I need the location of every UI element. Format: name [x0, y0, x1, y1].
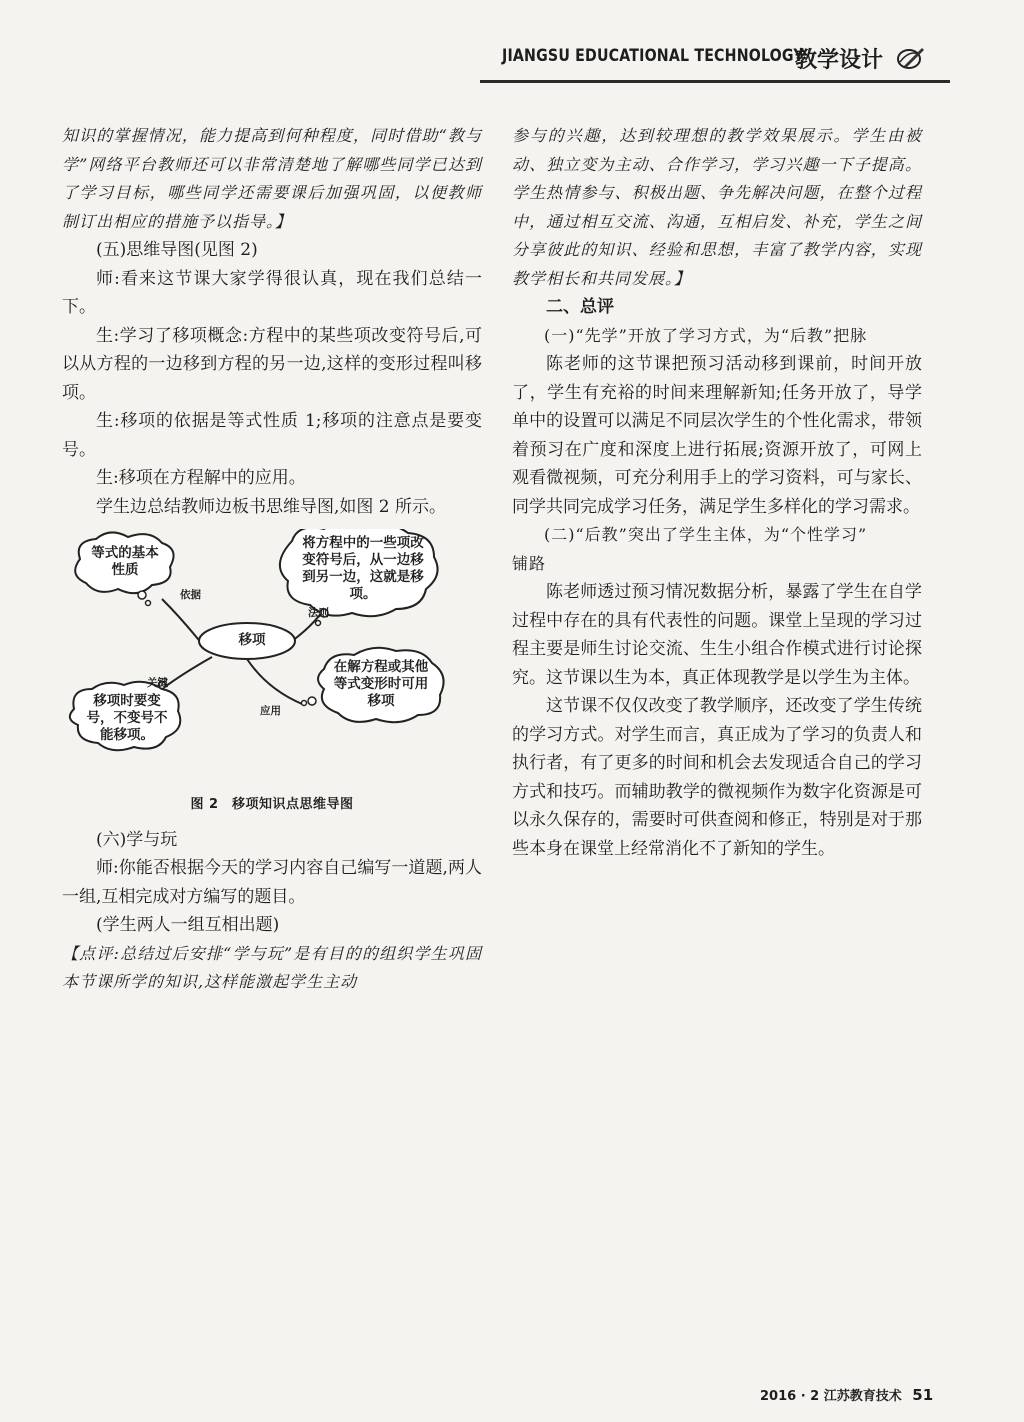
comment-paragraph: 【点评:总结过后安排“学与玩”是有目的的组织学生巩固本节课所学的知识,这样能激起学生主动	[62, 943, 482, 991]
section-heading-summary: 二、总评	[546, 297, 614, 317]
paragraph: 生:学习了移项概念:方程中的某些项改变符号后,可以从方程的一边移到方程的另一边,这样的变形过程叫移项。	[62, 325, 482, 403]
right-column	[512, 122, 922, 863]
page-number: 51	[912, 1386, 934, 1404]
node-4-text: 移项时要变号，不变号不能移项。	[86, 693, 168, 743]
label-application: 应用	[260, 705, 281, 717]
paragraph: 师:你能否根据今天的学习内容自己编写一道题,两人一组,互相完成对方编写的题目。	[62, 858, 482, 907]
globe-pen-icon	[895, 44, 925, 70]
section-heading-6: (六)学与玩	[96, 829, 178, 850]
mind-map-figure: 移项 等式的基本性质 将方程中的一些项改变符号后，从一边移到另一边，这就是移项。 在解方程或其他等式变形时可用移项 移项时要变号，不变号不能移项。 依据 法则 应用 关键	[62, 529, 482, 789]
node-1-text: 等式的基本性质	[91, 545, 159, 578]
running-header	[480, 40, 950, 83]
paragraph: 学生边总结教师边板书思维导图,如图 2 所示。	[96, 496, 447, 517]
label-basis: 依据	[180, 589, 201, 601]
figure-caption: 图 2 移项知识点思维导图	[190, 797, 354, 812]
page-footer	[760, 1385, 933, 1404]
section-heading-5: (五)思维导图(见图 2)	[96, 240, 258, 260]
paragraph: 生:移项的依据是等式性质 1;移项的注意点是要变号。	[62, 411, 482, 460]
journal-english-title: JIANGSU EDUCATIONAL TECHNOLOGY	[502, 46, 804, 65]
paragraph: 生:移项在方程解中的应用。	[96, 468, 306, 488]
paragraph: 陈老师透过预习情况数据分析，暴露了学生在自学过程中存在的具有代表性的问题。课堂上呈现的学习过程主要是师生讨论交流、生生小组合作模式进行讨论探究。这节课以生为本，真正体现教学是以学生为主体。	[512, 582, 922, 688]
paragraph: 这节课不仅仅改变了教学顺序，还改变了学生传统的学习方式。对学生而言，真正成为了学习的负责人和执行者，有了更多的时间和机会去发现适合自己的学习方式和技巧。而辅助教学的微视频作为数字化资源是可以永久保存的，需要时可供查阅和修正，特别是对于那些本身在课堂上经常消化不了新知的学生。	[512, 696, 922, 859]
subheading-2: (二)“后教”突出了学生主体，为“个性学习”	[544, 525, 868, 544]
node-2-text: 将方程中的一些项改变符号后，从一边移到另一边，这就是移项。	[302, 535, 424, 602]
paragraph: 师:看来这节课大家学得很认真，现在我们总结一下。	[62, 268, 482, 317]
label-key: 关键	[147, 677, 168, 689]
subheading-1: (一)“先学”开放了学习方式，为“后教”把脉	[544, 325, 868, 345]
branch-line	[162, 657, 212, 689]
node-3-text: 在解方程或其他等式变形时可用移项	[333, 659, 429, 709]
paragraph: 陈老师的这节课把预习活动移到课前，时间开放了，学生有充裕的时间来理解新知;任务开放了，导学单中的设置可以满足不同层次学生的个性化需求，带领着预习在广度和深度上进行拓展;资源开放了，可网上观看微视频，可充分利用手上的学习资料，可与家长、同学共同完成学习任务，满足学生多样化的学习需求。	[512, 354, 922, 517]
comment-paragraph: 知识的掌握情况，能力提高到何种程度，同时借助“教与学”网络平台教师还可以非常清楚地了解哪些同学已达到了学习目标，哪些同学还需要课后加强巩固，以便教师制订出相应的措施予以指导。】	[62, 126, 482, 231]
section-title: 教学设计	[795, 48, 884, 73]
label-rule: 法则	[308, 607, 329, 619]
subheading-2-cont: 铺路	[512, 553, 547, 573]
left-column	[62, 122, 482, 997]
comment-paragraph: 参与的兴趣，达到较理想的教学效果展示。学生由被动、独立变为主动、合作学习，学习兴趣一下子提高。学生热情参与、积极出题、争先解决问题，在整个过程中，通过相互交流、沟通，互相启发、补充，学生之间分享彼此的知识、经验和思想，丰富了教学内容，实现教学相长和共同发展。】	[512, 126, 922, 288]
journal-chinese-title: 江苏教育技术	[823, 1389, 902, 1404]
issue-number: 2016 · 2	[760, 1389, 820, 1404]
paragraph: (学生两人一组互相出题)	[96, 915, 280, 935]
